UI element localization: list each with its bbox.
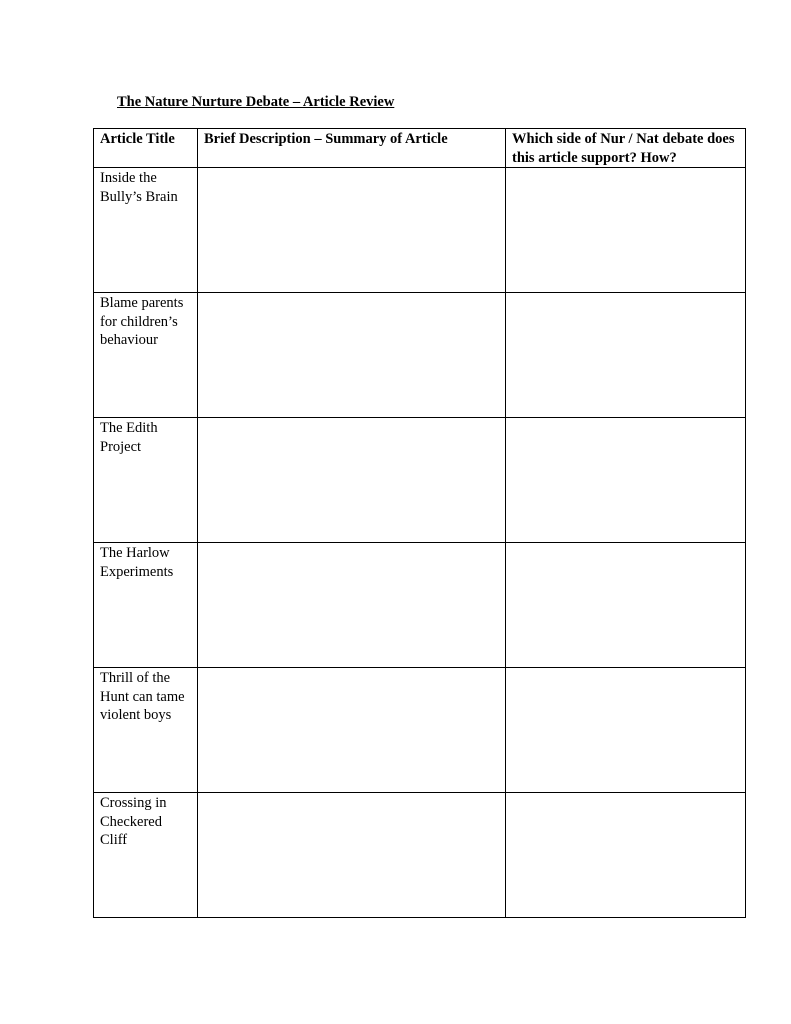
table-row xyxy=(94,418,746,543)
table-row xyxy=(94,168,746,293)
debate-side-cell[interactable] xyxy=(506,793,746,918)
page-title: The Nature Nurture Debate – Article Review xyxy=(117,94,395,110)
article-title-cell: Thrill of the Hunt can tame violent boys xyxy=(94,668,198,793)
article-title-cell: Crossing in Checkered Cliff xyxy=(94,793,198,918)
table-header-row xyxy=(94,129,746,168)
summary-cell[interactable] xyxy=(198,543,506,668)
summary-cell[interactable] xyxy=(198,668,506,793)
table-row xyxy=(94,668,746,793)
summary-cell[interactable] xyxy=(198,168,506,293)
header-article-title: Article Title xyxy=(94,129,198,168)
table-row xyxy=(94,793,746,918)
table-row xyxy=(94,293,746,418)
header-debate-side: Which side of Nur / Nat debate does this article support? How? xyxy=(506,129,746,168)
table-row xyxy=(94,543,746,668)
summary-cell[interactable] xyxy=(198,793,506,918)
article-review-table xyxy=(93,128,746,918)
debate-side-cell[interactable] xyxy=(506,543,746,668)
header-brief-description: Brief Description – Summary of Article xyxy=(198,129,506,168)
article-title-cell: Inside the Bully’s Brain xyxy=(94,168,198,293)
article-title-cell: The Edith Project xyxy=(94,418,198,543)
article-title-cell: The Harlow Experiments xyxy=(94,543,198,668)
debate-side-cell[interactable] xyxy=(506,293,746,418)
summary-cell[interactable] xyxy=(198,293,506,418)
summary-cell[interactable] xyxy=(198,418,506,543)
debate-side-cell[interactable] xyxy=(506,668,746,793)
debate-side-cell[interactable] xyxy=(506,168,746,293)
debate-side-cell[interactable] xyxy=(506,418,746,543)
article-title-cell: Blame parents for children’s behaviour xyxy=(94,293,198,418)
